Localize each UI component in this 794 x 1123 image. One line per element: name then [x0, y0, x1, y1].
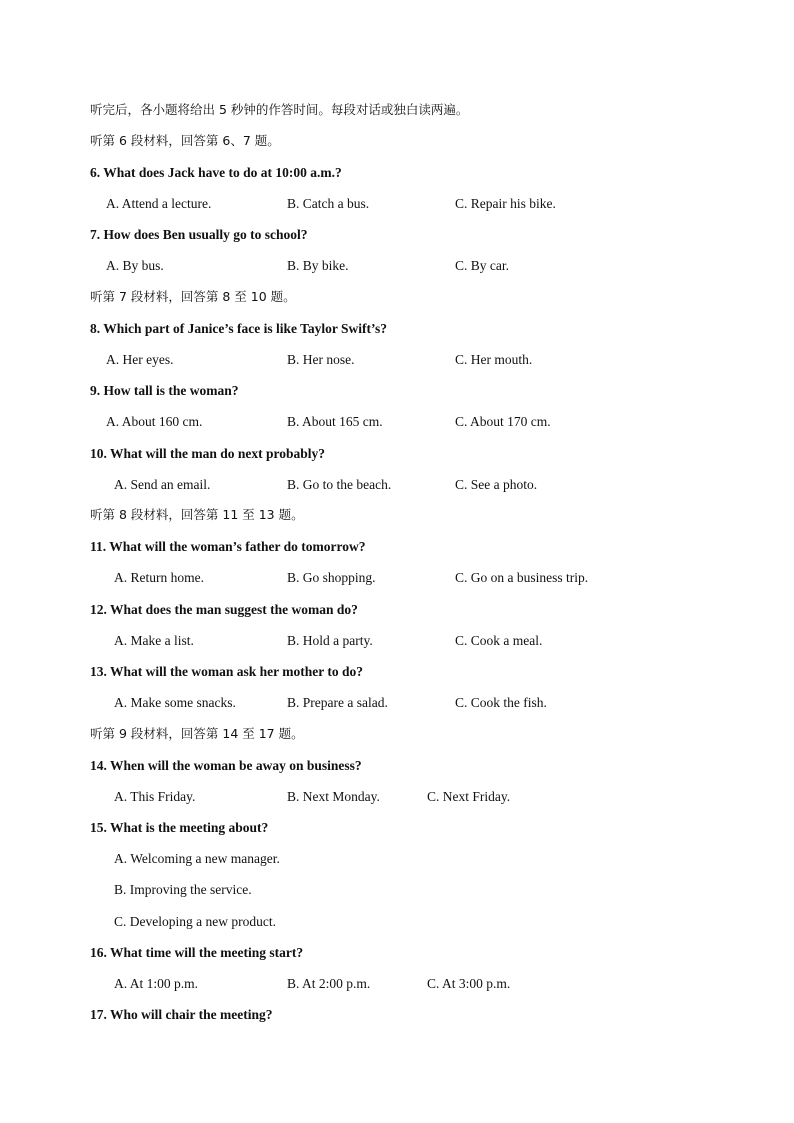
q12-option-c: C. Cook a meal. [455, 633, 543, 648]
q7-option-b: B. By bike. [287, 258, 349, 273]
q13-option-c: C. Cook the fish. [455, 695, 547, 710]
q11-option-b: B. Go shopping. [287, 570, 376, 585]
q6-option-b: B. Catch a bus. [287, 196, 370, 211]
q6-option-a: A. Attend a lecture. [106, 196, 212, 211]
question-9: 9. How tall is the woman? [90, 383, 239, 398]
q8-option-b: B. Her nose. [287, 352, 355, 367]
q15-option-c: C. Developing a new product. [114, 914, 276, 929]
q8-option-a: A. Her eyes. [106, 352, 174, 367]
question-10: 10. What will the man do next probably? [90, 446, 326, 461]
question-8: 8. Which part of Janice’s face is like Taylor Swift’s? [90, 321, 387, 336]
section-7-header: 听第 7 段材料，回答第 8 至 10 题。 [90, 289, 296, 304]
q11-option-c: C. Go on a business trip. [455, 570, 589, 585]
q16-option-a: A. At 1:00 p.m. [114, 976, 199, 991]
question-13: 13. What will the woman ask her mother to do? [90, 664, 364, 679]
question-14: 14. When will the woman be away on business? [90, 758, 362, 773]
section-8-header: 听第 8 段材料，回答第 11 至 13 题。 [90, 507, 304, 522]
q7-option-a: A. By bus. [106, 258, 164, 273]
q13-option-b: B. Prepare a salad. [287, 695, 388, 710]
question-6: 6. What does Jack have to do at 10:00 a.m.? [90, 165, 342, 180]
instructions-intro: 听完后，各小题将给出 5 秒钟的作答时间。每段对话或独白读两遍。 [90, 102, 469, 117]
q10-option-b: B. Go to the beach. [287, 477, 392, 492]
q12-option-a: A. Make a list. [114, 633, 194, 648]
q13-option-a: A. Make some snacks. [114, 695, 236, 710]
q9-option-a: A. About 160 cm. [106, 414, 203, 429]
question-12: 12. What does the man suggest the woman do? [90, 602, 358, 617]
q11-option-a: A. Return home. [114, 570, 204, 585]
question-17: 17. Who will chair the meeting? [90, 1007, 273, 1022]
question-16: 16. What time will the meeting start? [90, 945, 304, 960]
q9-option-b: B. About 165 cm. [287, 414, 383, 429]
q14-option-a: A. This Friday. [114, 789, 196, 804]
q8-option-c: C. Her mouth. [455, 352, 533, 367]
q15-option-a: A. Welcoming a new manager. [114, 851, 280, 866]
q6-option-c: C. Repair his bike. [455, 196, 556, 211]
question-15: 15. What is the meeting about? [90, 820, 269, 835]
section-6-header: 听第 6 段材料，回答第 6、7 题。 [90, 133, 280, 148]
section-9-header: 听第 9 段材料，回答第 14 至 17 题。 [90, 726, 304, 741]
q10-option-c: C. See a photo. [455, 477, 538, 492]
q14-option-c: C. Next Friday. [427, 789, 511, 804]
question-11: 11. What will the woman’s father do tomorrow? [90, 539, 366, 554]
q10-option-a: A. Send an email. [114, 477, 211, 492]
q12-option-b: B. Hold a party. [287, 633, 373, 648]
q14-option-b: B. Next Monday. [287, 789, 380, 804]
q16-option-c: C. At 3:00 p.m. [427, 976, 511, 991]
question-7: 7. How does Ben usually go to school? [90, 227, 308, 242]
q15-option-b: B. Improving the service. [114, 882, 252, 897]
q7-option-c: C. By car. [455, 258, 509, 273]
q9-option-c: C. About 170 cm. [455, 414, 551, 429]
q16-option-b: B. At 2:00 p.m. [287, 976, 371, 991]
